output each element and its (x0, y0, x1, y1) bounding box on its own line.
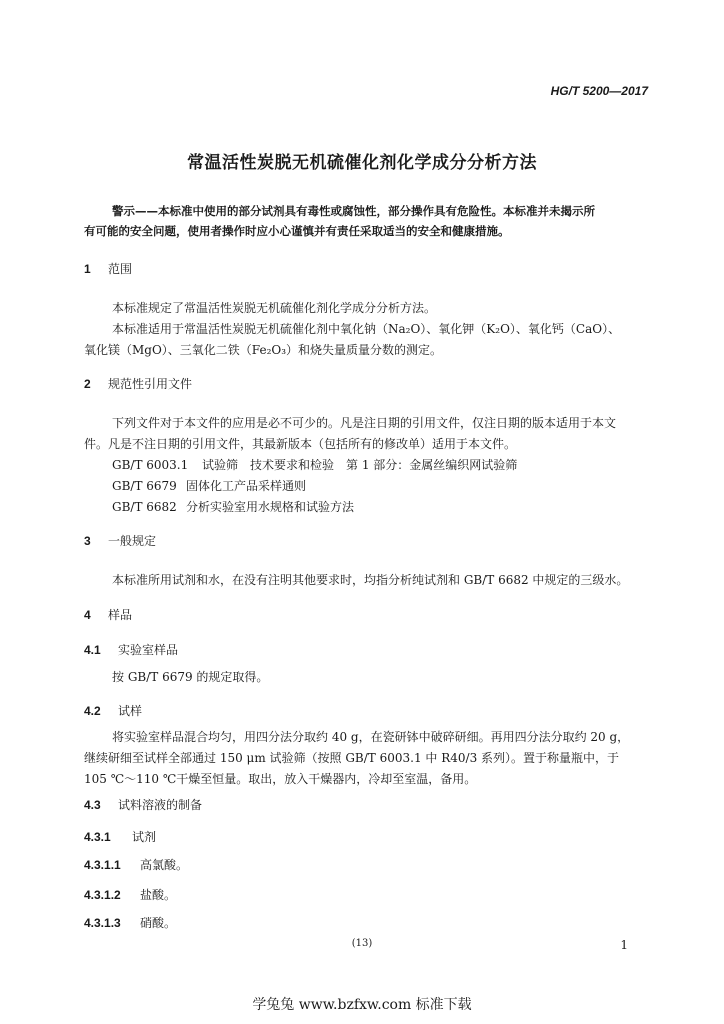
reference-item (112, 476, 306, 497)
section-2-para-line-2: 件。凡是不注日期的引用文件，其最新版本（包括所有的修改单）适用于本文件。 (84, 437, 517, 451)
reagent-item (84, 855, 188, 876)
section-title: 试样 (118, 704, 143, 718)
reference-title: 试验筛 技术要求和检验 第 1 部分：金属丝编织网试验筛 (202, 458, 518, 472)
reference-item (112, 455, 517, 476)
section-4-3-1-heading (84, 827, 156, 848)
section-4-2-line-3: 105 ℃～110 ℃干燥至恒量。取出，放入干燥器内，冷却至室温，备用。 (84, 772, 477, 786)
section-4-2-line-2: 继续研细至试样全部通过 150 μm 试验筛（按照 GB/T 6003.1 中 R40/3 系列）。置于称量瓶中，于 (84, 751, 620, 765)
section-number: 4.3 (84, 798, 101, 812)
reference-code: GB/T 6003.1 (112, 458, 189, 472)
section-1-para-2-line-1: 本标准适用于常温活性炭脱无机硫催化剂中氧化钠（Na₂O）、氧化钾（K₂O）、氧化钙（CaO）、 (112, 322, 621, 336)
section-3-para: 本标准所用试剂和水，在没有注明其他要求时，均指分析纯试剂和 GB/T 6682 中规定的三级水。 (112, 573, 629, 587)
section-title: 样品 (108, 608, 133, 622)
section-4-2-line-1: 将实验室样品混合均匀，用四分法分取约 40 g，在瓷研钵中破碎研细。再用四分法分取约 20 g， (112, 730, 630, 744)
section-number: 2 (84, 377, 91, 391)
reference-item (112, 497, 354, 518)
section-1-para-1: 本标准规定了常温活性炭脱无机硫催化剂化学成分分析方法。 (112, 301, 437, 315)
section-4-2-heading (84, 701, 142, 722)
section-number: 4.3.1.1 (84, 858, 121, 872)
warning-line-1: 警示——本标准中使用的部分试剂具有毒性或腐蚀性，部分操作具有危险性。本标准并未揭示所 (112, 204, 595, 218)
section-2-para-line-1: 下列文件对于本文件的应用是必不可少的。凡是注日期的引用文件，仅注日期的版本适用于本文 (112, 416, 617, 430)
section-3-heading (84, 531, 156, 552)
section-1-heading (84, 259, 132, 280)
reference-title: 分析实验室用水规格和试验方法 (186, 500, 355, 514)
section-number: 4.1 (84, 643, 101, 657)
reagent-name: 硝酸。 (140, 916, 177, 930)
section-title: 一般规定 (108, 534, 157, 548)
section-number: 4.3.1 (84, 830, 111, 844)
section-number: 4.3.1.2 (84, 888, 121, 902)
section-title: 实验室样品 (118, 643, 179, 657)
watermark: 学兔兔 www.bzfxw.com 标准下载 (252, 997, 472, 1013)
section-2-heading (84, 374, 192, 395)
document-title: 常温活性炭脱无机硫催化剂化学成分分析方法 (187, 153, 537, 173)
section-number: 1 (84, 262, 91, 276)
page-footer-code: (13) (351, 938, 373, 949)
warning-line-2: 有可能的安全问题，使用者操作时应小心谨慎并有责任采取适当的安全和健康措施。 (84, 224, 510, 238)
section-4-3-heading (84, 795, 202, 816)
reagent-name: 盐酸。 (140, 888, 177, 902)
section-number: 4.3.1.3 (84, 916, 121, 930)
section-title: 规范性引用文件 (108, 377, 193, 391)
section-title: 试剂 (132, 830, 157, 844)
reference-title: 固体化工产品采样通则 (186, 479, 307, 493)
section-4-1-para: 按 GB/T 6679 的规定取得。 (112, 670, 269, 684)
section-title: 范围 (108, 262, 133, 276)
reference-code: GB/T 6679 (112, 479, 177, 493)
section-1-para-2-line-2: 氧化镁（MgO）、三氧化二铁（Fe₂O₃）和烧失量质量分数的测定。 (84, 343, 443, 357)
section-number: 4 (84, 608, 91, 622)
reagent-item (84, 885, 176, 906)
section-number: 3 (84, 534, 91, 548)
section-number: 4.2 (84, 704, 101, 718)
document-code: HG/T 5200—2017 (550, 84, 648, 98)
reference-code: GB/T 6682 (112, 500, 177, 514)
reagent-item (84, 913, 176, 934)
page-number: 1 (620, 938, 628, 952)
section-title: 试料溶液的制备 (118, 798, 203, 812)
section-4-heading (84, 605, 132, 626)
section-4-1-heading (84, 640, 178, 661)
reagent-name: 高氯酸。 (140, 858, 189, 872)
